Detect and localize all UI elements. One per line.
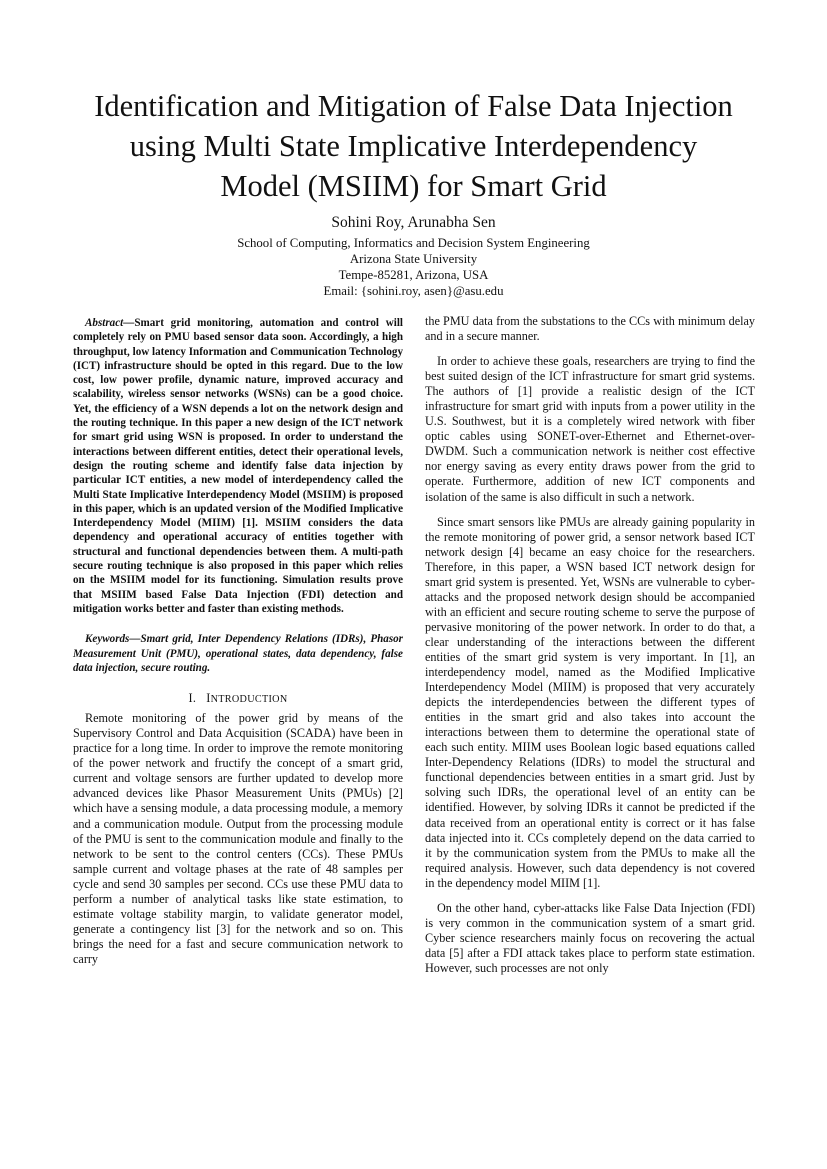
body-paragraph: On the other hand, cyber-attacks like False Data Injection (FDI) is very common in the communication system of a smart grid. Cyber science researchers mainly focus on recovering the actual data [5] after a FDI attack takes place to perform state estimation. However, such processes are not only bbox=[425, 900, 755, 975]
section-title-rest: NTRODUCTION bbox=[210, 694, 288, 706]
affiliation-line: Tempe-85281, Arizona, USA bbox=[338, 268, 489, 282]
affiliation-line: Arizona State University bbox=[349, 252, 478, 266]
section-heading-introduction bbox=[73, 691, 403, 707]
right-column bbox=[425, 314, 755, 976]
paper-title bbox=[40, 86, 787, 206]
body-paragraph: In order to achieve these goals, researchers are trying to find the best suited design of the ICT infrastructure for smart grid systems. The authors of [1] provide a realistic design of the ICT infrastructure for smart grid with inputs from a power utility in the U.S. Southwest, but it is a completely wired network with fiber optic cables using SONET-over-Ethernet and Ethernet-over-DWDM. Such a communication network is neither cost effective nor energy saving as every entity draws power from the grid to operate. Furthermore, addition of new ICT components and isolation of the same is also difficult in such a network. bbox=[425, 354, 755, 504]
abstract-text: Smart grid monitoring, automation and control will completely rely on PMU based sensor data soon. Accordingly, a high throughput, low latency Information and Communication Technology (ICT) infrastructure should be opted in this regard. Due to the low cost, low power profile, dynamic nature, improved accuracy and scalability, wireless sensor networks (WSNs) can be a good choice. Yet, the efficiency of a WSN depends a lot on the network design and the routing technique. In this paper a new design of the ICT network for smart grid using WSN is proposed. In order to understand the interactions between different entities, detect their operational levels, design the routing scheme and identify false data injection by particular ICT entities, a new model of interdependency called the Multi State Implicative Interdependency Model (MSIIM) is proposed in this paper, which is an updated version of the Modified Implicative Interdependency Model (MIIM) [1]. MSIIM considers the data dependency and operational accuracy of entities together with structural and functional dependencies between them. A multi-path secure routing technique is also proposed in this paper which relies on the MSIIM model for its functioning. Simulation results prove that MSIIM based False Data Injection (FDI) detection and mitigation works better and faster than existing methods. bbox=[73, 317, 403, 615]
abstract-lead: Abstract— bbox=[85, 317, 135, 329]
affiliation-line: School of Computing, Informatics and Decision System Engineering bbox=[237, 236, 590, 250]
author-names: Sohini Roy, Arunabha Sen bbox=[331, 214, 496, 231]
affiliation-line: Email: {sohini.roy, asen}@asu.edu bbox=[323, 284, 504, 298]
body-paragraph: Since smart sensors like PMUs are already gaining popularity in the remote monitoring of power grid, a sensor network based ICT network design [4] became an easy choice for the researchers. Therefore, in this paper, a WSN based ICT network design for smart grid system is presented. Yet, WSNs are vulnerable to cyber-attacks and the proposed network design should be accompanied with an efficient and secure routing scheme to serve the purpose of pervasive monitoring of the power network. In order to do that, a clear understanding of the interactions between the different entities of the smart grid system is very important. In [1], an interdependency model, named as the Modified Implicative Interdependency Model (MIIM) is proposed that very accurately depicts the interdependencies between the different types of entities in the smart grid and also takes into account the interactions between them to determine the operational state of each such entity. MIIM uses Boolean logic based equations called Inter-Dependency Relations (IDRs) to model the structural and functional dependencies between entities in a smart grid. Just by solving such IDRs, the operational level of an entity can be identified. However, by solving IDRs it cannot be predicted if the data received from an operational entity is correct or it has false data injected into it. CCs completely depend on the data carried to it by the communication system from the PMUs to make all the required analysis. However, such data dependency is not covered in the dependency model MIIM [1]. bbox=[425, 514, 755, 890]
abstract bbox=[73, 316, 403, 616]
keywords: Keywords—Smart grid, Inter Dependency Relations (IDRs), Phasor Measurement Unit (PMU), operational states, data dependency, false data injection, secure routing. bbox=[73, 633, 403, 674]
section-numeral: I. bbox=[188, 691, 197, 706]
title-line: using Multi State Implicative Interdependency bbox=[129, 129, 698, 163]
left-column bbox=[73, 316, 403, 967]
body-paragraph: the PMU data from the substations to the CCs with minimum delay and in a secure manner. bbox=[425, 314, 755, 344]
body-paragraph: Remote monitoring of the power grid by means of the Supervisory Control and Data Acquisition (SCADA) have been in practice for a long time. In order to improve the remote monitoring of the power network and fructify the concept of a smart grid, current and voltage sensors are further updated to develop more advanced devices like Phasor Measurement Units (PMUs) [2] which have a sensing module, a data processing module, a memory and a communication module. Output from the processing module of the PMU is sent to the communication module and finally to the network to be sent to the control centers (CCs). These PMUs sample current and voltage phases at the rate of 48 samples per cycle and send 30 samples per second. CCs use these PMU data to perform a number of analytical tasks like state estimation, to estimate voltage stability margin, to validate generator model, generate a contingency list [3] for the network and so on. This brings the need for a fast and secure communication network to carry bbox=[73, 711, 403, 966]
title-line: Identification and Mitigation of False Data Injection bbox=[94, 89, 733, 123]
section-initial: I bbox=[206, 691, 211, 706]
title-line: Model (MSIIM) for Smart Grid bbox=[220, 169, 607, 203]
author-affiliation bbox=[0, 235, 827, 299]
